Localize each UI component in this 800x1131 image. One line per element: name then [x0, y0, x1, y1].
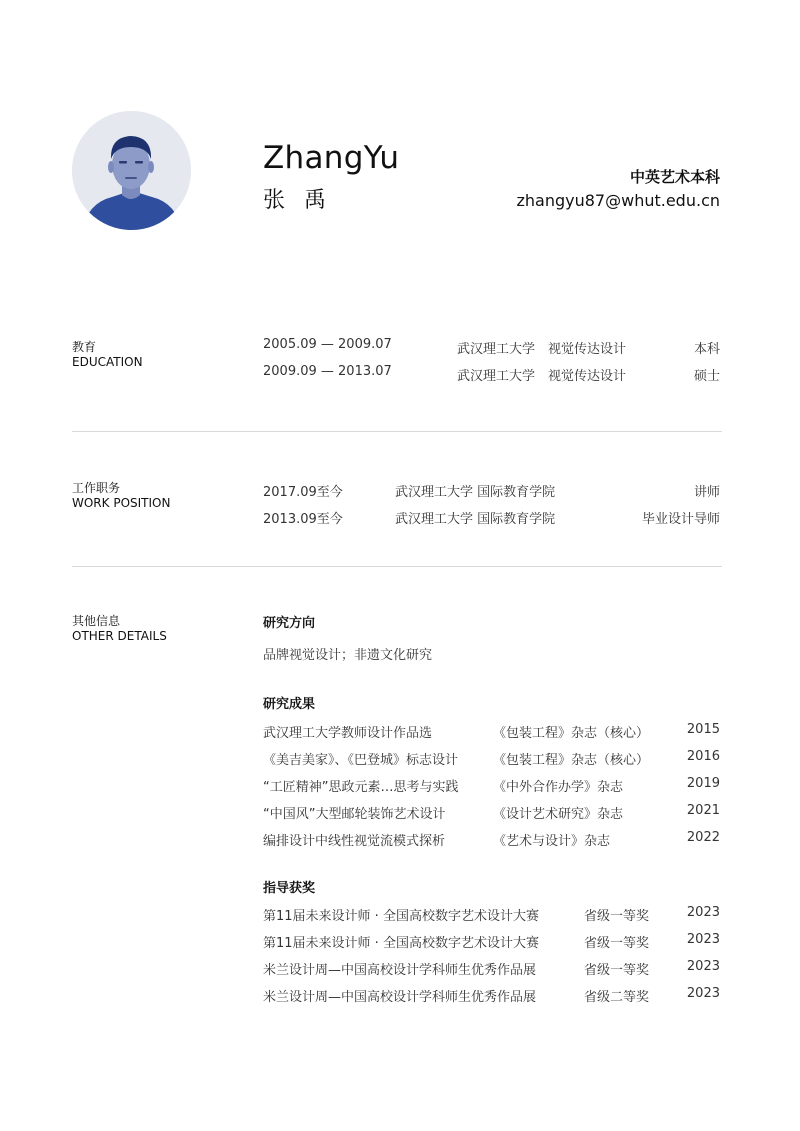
result-journal: 《包装工程》杂志（核心） — [493, 753, 650, 768]
result-year: 2019 — [686, 776, 720, 791]
award-level: 省级一等奖 — [584, 936, 650, 951]
award-year: 2023 — [686, 959, 720, 974]
work-title-en: WORK POSITION — [72, 496, 171, 510]
work-period: 2017.09至今 — [263, 485, 343, 500]
other-title-cn: 其他信息 — [72, 614, 121, 628]
degree-label: 中英艺术本科 — [629, 168, 720, 186]
research-direction-text: 品牌视觉设计；非遗文化研究 — [263, 648, 433, 663]
education-title-en: EDUCATION — [72, 355, 143, 369]
education-degree: 本科 — [693, 342, 720, 357]
award-name: 米兰设计周—中国高校设计学科师生优秀作品展 — [263, 963, 537, 978]
work-role: 毕业设计导师 — [641, 512, 720, 527]
award-level: 省级一等奖 — [584, 909, 650, 924]
result-year: 2022 — [686, 830, 720, 845]
result-year: 2016 — [686, 749, 720, 764]
award-name: 米兰设计周—中国高校设计学科师生优秀作品展 — [263, 990, 537, 1005]
research-direction-heading: 研究方向 — [263, 616, 316, 631]
education-school: 武汉理工大学 — [457, 342, 536, 357]
research-results-heading: 研究成果 — [263, 697, 316, 712]
result-title: “工匠精神”思政元素…思考与实践 — [263, 780, 459, 795]
award-level: 省级一等奖 — [584, 963, 650, 978]
work-org: 武汉理工大学 国际教育学院 — [395, 485, 556, 500]
person-photo-icon — [72, 111, 191, 230]
result-journal: 《包装工程》杂志（核心） — [493, 726, 650, 741]
work-title-cn: 工作职务 — [72, 481, 121, 495]
education-period: 2009.09 — 2013.07 — [263, 364, 392, 379]
result-journal: 《中外合作办学》杂志 — [493, 780, 624, 795]
result-journal: 《艺术与设计》杂志 — [493, 834, 611, 849]
result-title: 武汉理工大学教师设计作品选 — [263, 726, 433, 741]
award-name: 第11届未来设计师 · 全国高校数字艺术设计大赛 — [263, 936, 539, 951]
award-year: 2023 — [686, 905, 720, 920]
name-english: ZhangYu — [263, 140, 400, 176]
education-school: 武汉理工大学 — [457, 369, 536, 384]
result-year: 2021 — [686, 803, 720, 818]
section-divider — [72, 431, 722, 432]
awards-heading: 指导获奖 — [263, 881, 316, 896]
result-year: 2015 — [686, 722, 720, 737]
work-org: 武汉理工大学 国际教育学院 — [395, 512, 556, 527]
email-address[interactable]: zhangyu87@whut.edu.cn — [516, 191, 720, 210]
result-journal: 《设计艺术研究》杂志 — [493, 807, 624, 822]
name-chinese: 张 禹 — [263, 188, 332, 213]
education-major: 视觉传达设计 — [548, 342, 627, 357]
education-degree: 硕士 — [693, 369, 720, 384]
award-year: 2023 — [686, 932, 720, 947]
work-role: 讲师 — [693, 485, 720, 500]
section-divider — [72, 566, 722, 567]
award-name: 第11届未来设计师 · 全国高校数字艺术设计大赛 — [263, 909, 539, 924]
education-major: 视觉传达设计 — [548, 369, 627, 384]
award-year: 2023 — [686, 986, 720, 1001]
avatar — [72, 111, 191, 230]
other-title-en: OTHER DETAILS — [72, 629, 167, 643]
work-period: 2013.09至今 — [263, 512, 343, 527]
education-period: 2005.09 — 2009.07 — [263, 337, 392, 352]
award-level: 省级二等奖 — [584, 990, 650, 1005]
education-title-cn: 教育 — [72, 340, 97, 354]
result-title: 《美吉美家》、《巴登城》标志设计 — [263, 753, 459, 768]
result-title: “中国风”大型邮轮装饰艺术设计 — [263, 807, 446, 822]
result-title: 编排设计中线性视觉流模式探析 — [263, 834, 446, 849]
